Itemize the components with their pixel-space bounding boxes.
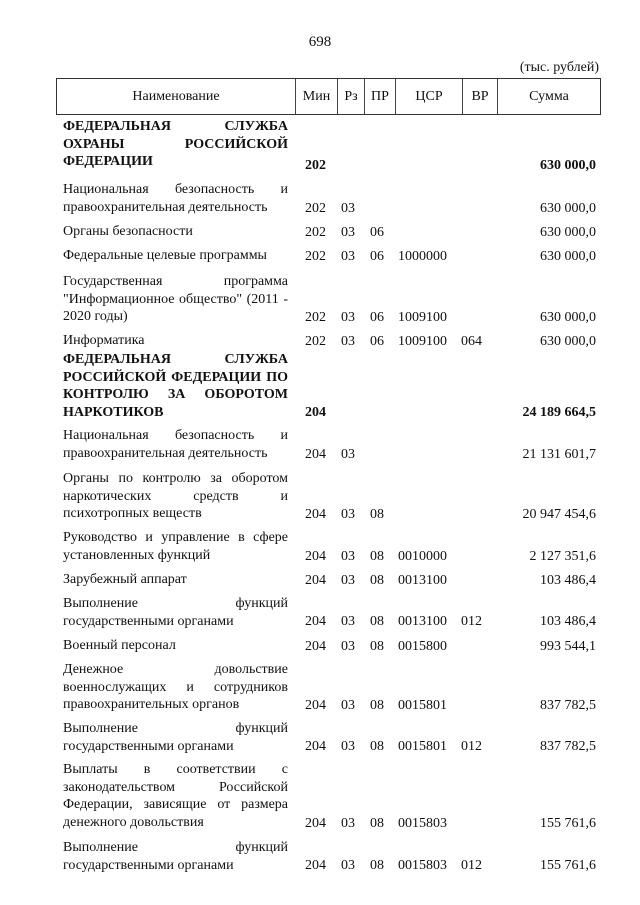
table-body: [0, 117, 640, 874]
table-row: [0, 217, 640, 241]
row-rz: 03: [341, 548, 355, 564]
units-label: (тыс. рублей): [519, 60, 599, 75]
row-name: Национальная безопасность и правоохранительная деятельность: [63, 182, 288, 215]
row-sum: 837 782,5: [540, 697, 596, 713]
table-row: [0, 565, 640, 589]
row-csr: 0013100: [398, 613, 447, 629]
row-min: 204: [305, 738, 326, 754]
row-rz: 03: [341, 638, 355, 654]
table-row: [0, 463, 640, 523]
row-name: Федеральные целевые программы: [63, 248, 267, 263]
row-sum: 630 000,0: [540, 248, 596, 264]
row-rz: 03: [341, 333, 355, 349]
table-row: [0, 589, 640, 630]
row-rz: 03: [341, 572, 355, 588]
row-min: 204: [305, 857, 326, 873]
row-sum: 21 131 601,7: [522, 446, 596, 462]
row-name: Зарубежный аппарат: [63, 572, 187, 587]
table-row: [0, 117, 640, 174]
row-pr: 08: [370, 857, 384, 873]
header-csr: ЦСР: [396, 79, 463, 114]
table-row: [0, 174, 640, 217]
row-min: 204: [305, 613, 326, 629]
row-min: 204: [305, 638, 326, 654]
row-csr: 0015801: [398, 697, 447, 713]
row-pr: 08: [370, 815, 384, 831]
header-name: Наименование: [57, 79, 296, 114]
row-min: 204: [305, 572, 326, 588]
row-min: 204: [305, 404, 326, 420]
row-min: 204: [305, 506, 326, 522]
table-row: [0, 350, 640, 421]
row-pr: 08: [370, 613, 384, 629]
row-pr: 06: [370, 333, 384, 349]
header-vr: ВР: [463, 79, 498, 114]
row-sum: 630 000,0: [540, 200, 596, 216]
row-csr: 0013100: [398, 572, 447, 588]
table-row: [0, 714, 640, 755]
row-vr: 012: [461, 857, 482, 873]
row-sum: 630 000,0: [540, 224, 596, 240]
table-row: [0, 755, 640, 832]
row-name: Органы по контролю за оборотом наркотических средств и психотропных веществ: [63, 471, 288, 521]
row-csr: 1009100: [398, 309, 447, 325]
row-min: 202: [305, 200, 326, 216]
row-name: Органы безопасности: [63, 224, 193, 239]
row-rz: 03: [341, 224, 355, 240]
row-rz: 03: [341, 815, 355, 831]
row-csr: 1009100: [398, 333, 447, 349]
row-pr: 08: [370, 572, 384, 588]
row-pr: 08: [370, 548, 384, 564]
row-pr: 08: [370, 506, 384, 522]
row-sum: 993 544,1: [540, 638, 596, 654]
header-pr: ПР: [365, 79, 396, 114]
table-row: [0, 523, 640, 565]
row-csr: 0015803: [398, 815, 447, 831]
table-row: [0, 832, 640, 874]
table-header: [56, 78, 601, 115]
header-rz: Рз: [338, 79, 365, 114]
table-row: [0, 326, 640, 350]
row-min: 202: [305, 248, 326, 264]
header-min: Мин: [296, 79, 338, 114]
table-row: [0, 241, 640, 265]
row-rz: 03: [341, 446, 355, 462]
row-min: 202: [305, 157, 326, 173]
row-sum: 630 000,0: [540, 333, 596, 349]
row-rz: 03: [341, 738, 355, 754]
row-name: ФЕДЕРАЛЬНАЯ СЛУЖБА ОХРАНЫ РОССИЙСКОЙ ФЕДЕРАЦИИ: [63, 119, 288, 169]
row-name: Национальная безопасность и правоохранительная деятельность: [63, 428, 288, 461]
row-name: Государственная программа "Информационное общество" (2011 - 2020 годы): [63, 274, 288, 324]
row-min: 204: [305, 815, 326, 831]
row-rz: 03: [341, 697, 355, 713]
row-vr: 064: [461, 333, 482, 349]
row-sum: 24 189 664,5: [522, 404, 596, 420]
row-pr: 06: [370, 309, 384, 325]
row-sum: 837 782,5: [540, 738, 596, 754]
row-sum: 103 486,4: [540, 572, 596, 588]
table-row: [0, 655, 640, 714]
row-rz: 03: [341, 613, 355, 629]
row-csr: 0015803: [398, 857, 447, 873]
row-name: Военный персонал: [63, 638, 176, 653]
row-min: 204: [305, 697, 326, 713]
page-number: 698: [308, 34, 332, 50]
row-rz: 03: [341, 857, 355, 873]
table-row: [0, 265, 640, 326]
row-csr: 1000000: [398, 248, 447, 264]
row-pr: 08: [370, 638, 384, 654]
row-min: 204: [305, 446, 326, 462]
row-rz: 03: [341, 248, 355, 264]
row-csr: 0015800: [398, 638, 447, 654]
row-vr: 012: [461, 613, 482, 629]
row-sum: 20 947 454,6: [522, 506, 596, 522]
row-sum: 630 000,0: [540, 309, 596, 325]
row-name: Выплаты в соответствии с законодательством Российской Федерации, зависящие от размера денежного довольствия: [63, 762, 288, 830]
row-rz: 03: [341, 506, 355, 522]
row-name: Информатика: [63, 333, 145, 348]
row-min: 202: [305, 309, 326, 325]
row-rz: 03: [341, 309, 355, 325]
row-name: Выполнение функций государственными органами: [63, 840, 288, 873]
row-min: 202: [305, 333, 326, 349]
row-vr: 012: [461, 738, 482, 754]
row-min: 202: [305, 224, 326, 240]
row-name: Выполнение функций государственными органами: [63, 721, 288, 754]
row-name: Денежное довольствие военнослужащих и сотрудников правоохранительных органов: [63, 662, 288, 712]
header-sum: Сумма: [529, 88, 569, 104]
row-sum: 630 000,0: [540, 157, 596, 173]
row-csr: 0010000: [398, 548, 447, 564]
table-row: [0, 630, 640, 655]
row-pr: 06: [370, 224, 384, 240]
row-min: 204: [305, 548, 326, 564]
row-rz: 03: [341, 200, 355, 216]
row-sum: 155 761,6: [540, 815, 596, 831]
row-pr: 08: [370, 697, 384, 713]
row-sum: 2 127 351,6: [529, 548, 596, 564]
table-row: [0, 421, 640, 463]
row-name: Выполнение функций государственными органами: [63, 596, 288, 629]
row-csr: 0015801: [398, 738, 447, 754]
row-pr: 06: [370, 248, 384, 264]
row-sum: 155 761,6: [540, 857, 596, 873]
row-pr: 08: [370, 738, 384, 754]
row-name: Руководство и управление в сфере установленных функций: [63, 530, 288, 563]
row-name: ФЕДЕРАЛЬНАЯ СЛУЖБА РОССИЙСКОЙ ФЕДЕРАЦИИ ПО КОНТРОЛЮ ЗА ОБОРОТОМ НАРКОТИКОВ: [63, 352, 288, 420]
row-sum: 103 486,4: [540, 613, 596, 629]
